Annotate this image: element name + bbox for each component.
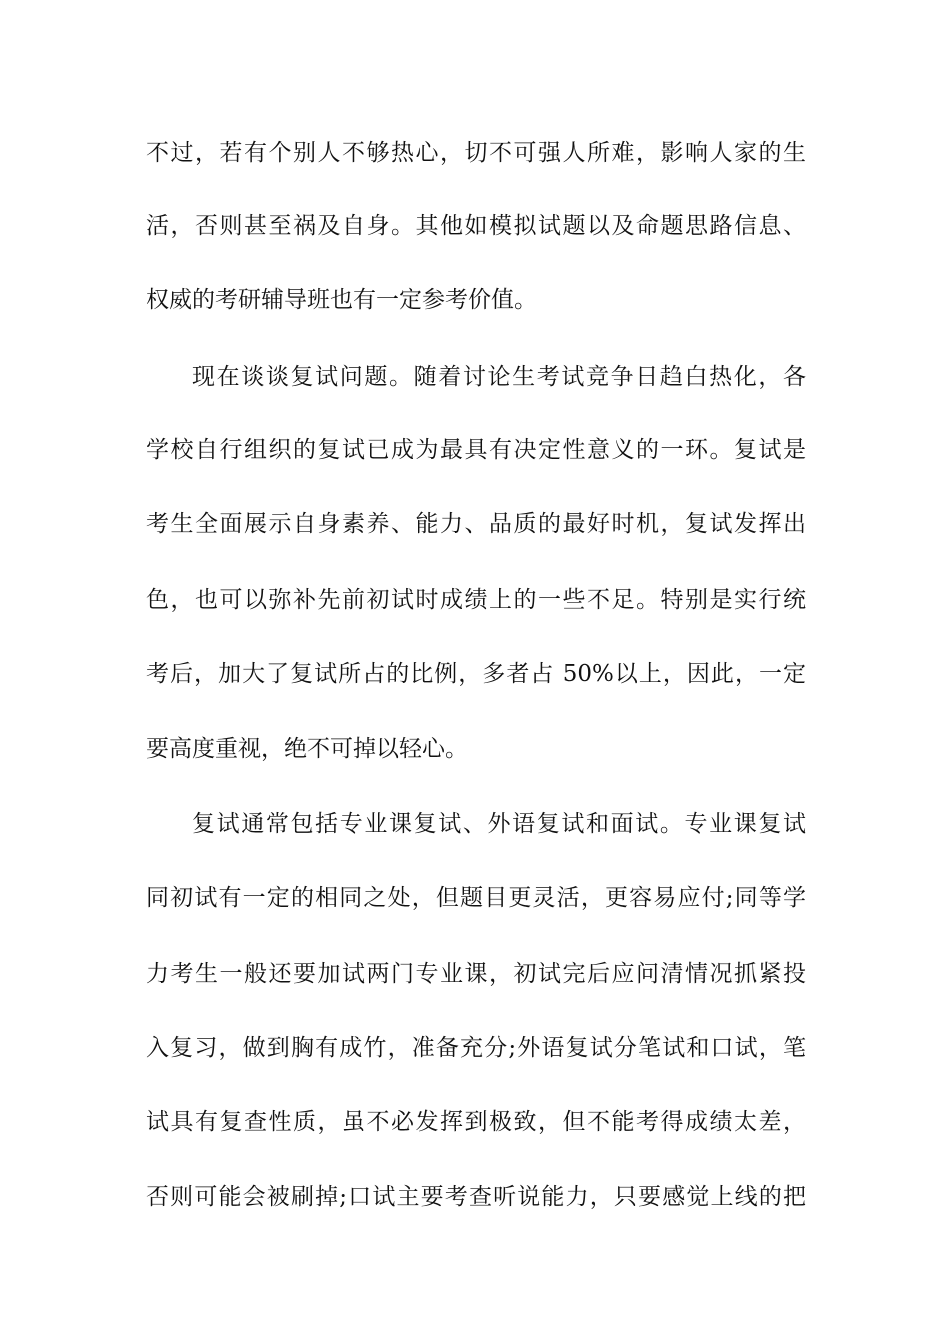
paragraph-first-line: 现在谈谈复试问题。随着讨论生考试竞争日趋白热化，各	[192, 364, 806, 390]
text-line: 考生全面展示自身素养、能力、品质的最好时机，复试发挥出	[146, 511, 806, 537]
text-line: 活，否则甚至祸及自身。其他如模拟试题以及命题思路信息、	[146, 213, 806, 239]
text-line: 权威的考研辅导班也有一定参考价值。	[146, 287, 537, 313]
text-line: 入复习，做到胸有成竹，准备充分;外语复试分笔试和口试，笔	[146, 1035, 806, 1061]
paragraph-first-line: 复试通常包括专业课复试、外语复试和面试。专业课复试	[192, 811, 806, 837]
text-line: 同初试有一定的相同之处，但题目更灵活，更容易应付;同等学	[146, 885, 806, 911]
text-line: 力考生一般还要加试两门专业课，初试完后应问清情况抓紧投	[146, 961, 806, 987]
text-line: 不过，若有个别人不够热心，切不可强人所难，影响人家的生	[146, 140, 806, 166]
text-line: 否则可能会被刷掉;口试主要考查听说能力，只要感觉上线的把	[146, 1184, 806, 1210]
text-line: 色，也可以弥补先前初试时成绩上的一些不足。特别是实行统	[146, 587, 806, 613]
text-line: 要高度重视，绝不可掉以轻心。	[146, 736, 468, 762]
text-line: 学校自行组织的复试已成为最具有决定性意义的一环。复试是	[146, 437, 806, 463]
text-line: 试具有复查性质，虽不必发挥到极致，但不能考得成绩太差，	[146, 1109, 806, 1135]
text-line: 考后，加大了复试所占的比例，多者占 50%以上，因此，一定	[146, 661, 806, 687]
